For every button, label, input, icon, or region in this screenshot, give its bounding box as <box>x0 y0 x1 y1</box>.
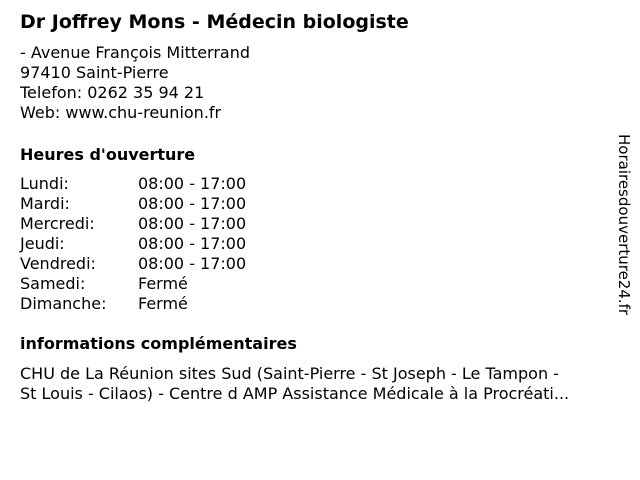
hours-row-wednesday <box>20 214 320 234</box>
hours-row-monday <box>20 174 320 194</box>
time-value: Fermé <box>138 294 188 313</box>
additional-info-text <box>20 364 630 404</box>
day-label: Lundi: <box>20 174 69 193</box>
hours-row-thursday <box>20 234 320 254</box>
day-label: Dimanche: <box>20 294 107 313</box>
day-label: Jeudi: <box>20 234 65 253</box>
time-value: 08:00 - 17:00 <box>138 254 247 273</box>
hours-row-friday <box>20 254 320 274</box>
day-label: Mercredi: <box>20 214 95 233</box>
info-line: St Louis - Cilaos) - Centre d AMP Assistance Médicale à la Procréati... <box>20 384 570 403</box>
time-value: 08:00 - 17:00 <box>138 234 247 253</box>
day-label: Samedi: <box>20 274 86 293</box>
phone-number[interactable]: Telefon: 0262 35 94 21 <box>20 83 205 102</box>
time-value: 08:00 - 17:00 <box>138 174 247 193</box>
time-value: Fermé <box>138 274 188 293</box>
time-value: 08:00 - 17:00 <box>138 194 247 213</box>
hours-row-tuesday <box>20 194 320 214</box>
opening-hours-table <box>20 174 320 314</box>
address-city: 97410 Saint-Pierre <box>20 63 169 82</box>
hours-row-saturday <box>20 274 320 294</box>
time-value: 08:00 - 17:00 <box>138 214 247 233</box>
day-label: Mardi: <box>20 194 70 213</box>
opening-hours-heading: Heures d'ouverture <box>20 145 196 164</box>
site-watermark: Horairesdouverture24.fr <box>615 134 633 316</box>
address-street: - Avenue François Mitterrand <box>20 43 251 62</box>
additional-info-heading: informations complémentaires <box>20 334 297 353</box>
page-title: Dr Joffrey Mons - Médecin biologiste <box>20 11 409 33</box>
website-link[interactable]: Web: www.chu-reunion.fr <box>20 103 222 122</box>
day-label: Vendredi: <box>20 254 96 273</box>
address-block <box>20 43 250 123</box>
hours-row-sunday <box>20 294 320 314</box>
info-line: CHU de La Réunion sites Sud (Saint-Pierre - St Joseph - Le Tampon - <box>20 364 559 383</box>
